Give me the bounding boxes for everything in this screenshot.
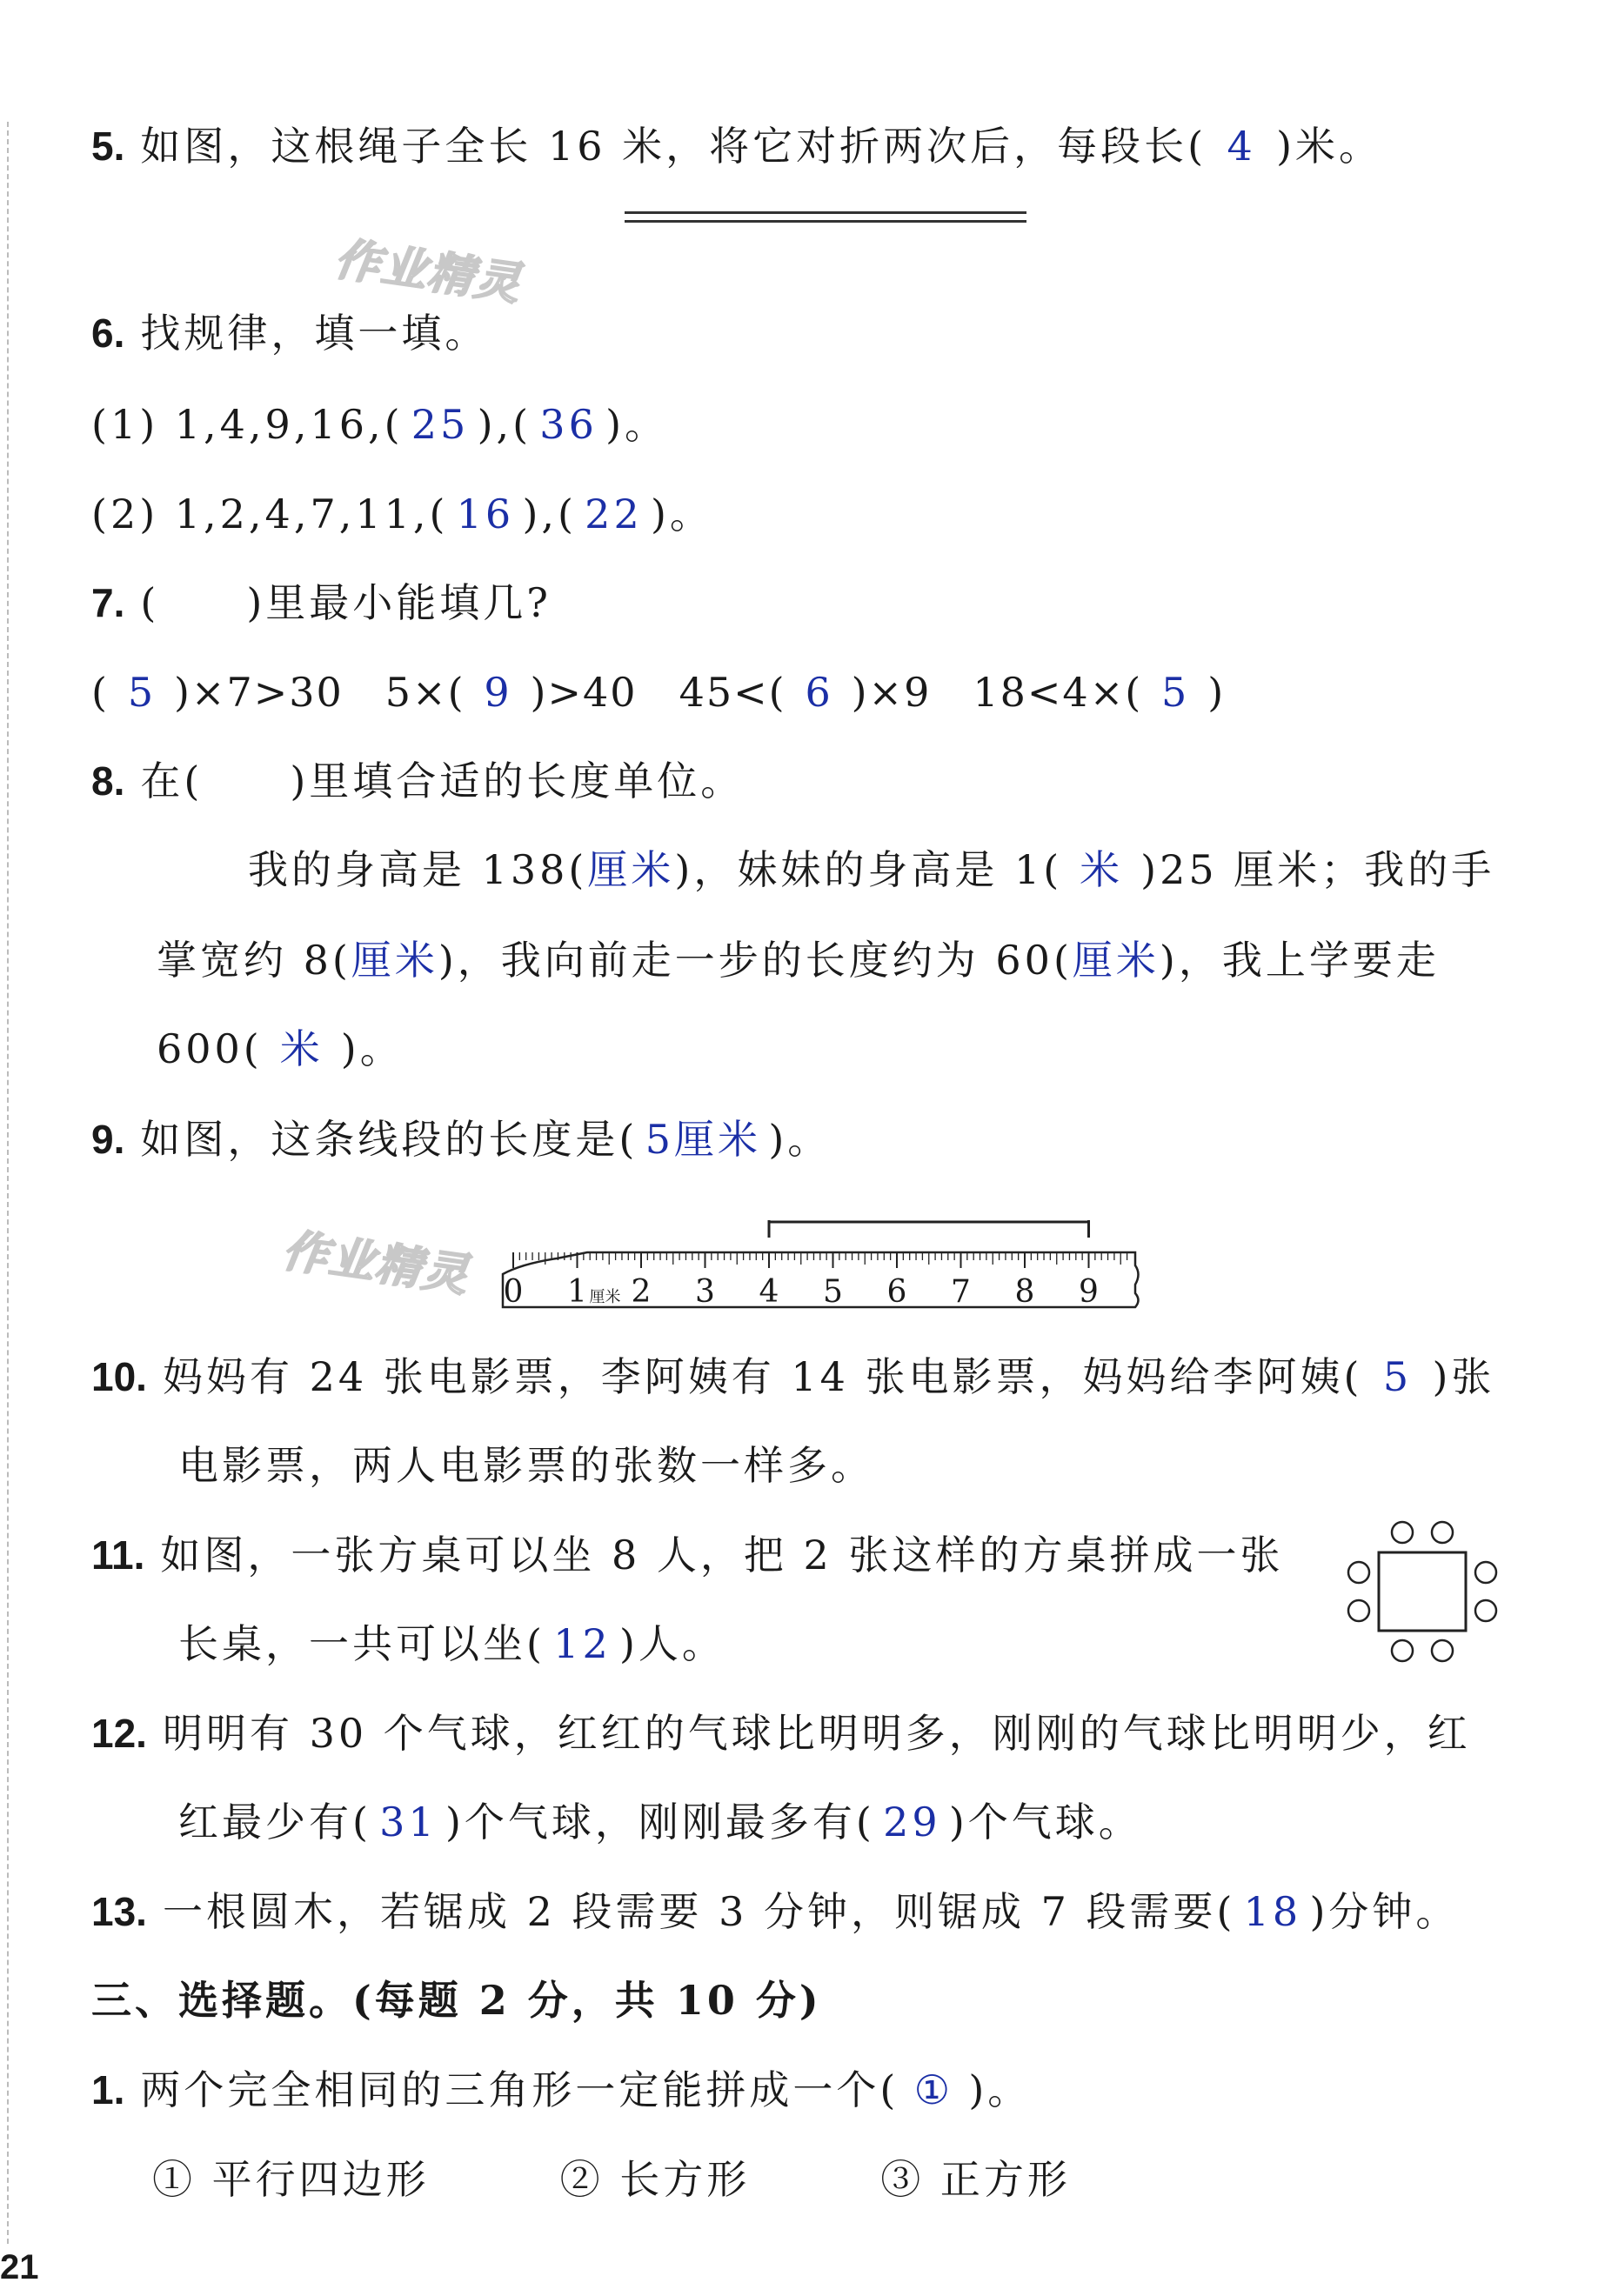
question-text: )。 [340,1025,404,1072]
question-text: 如图，这根绳子全长 16 米，将它对折两次后，每段长( [140,123,1207,170]
watermark: 作业精灵 [331,233,525,311]
question-text: 一根圆木，若锯成 2 段需要 3 分钟，则锯成 7 段需要( [162,1888,1236,1935]
question-8-line-3 [157,1025,404,1073]
question-text: 找规律，填一填。 [140,310,489,357]
question-10-line-2 [178,1441,874,1490]
answer: 29 [883,1799,941,1845]
question-number: 7. [91,580,125,625]
question-8 [91,757,744,805]
question-text: ( )里最小能填几? [140,579,552,626]
question-text: ),( [477,401,532,448]
question-8-line-2 [157,936,1440,984]
question-7-row [91,668,1225,717]
answer: 6 [805,669,832,716]
question-13 [91,1887,1459,1936]
question-10 [91,1352,1494,1401]
question-text: )25 厘米；我的手 [1140,846,1495,893]
ruler-label: 4 [759,1274,779,1310]
answer: 厘米 [1072,937,1160,984]
ruler-figure [487,1213,1148,1318]
question-6 [91,309,488,357]
question-text: (1) 1,4,9,16,( [91,401,404,448]
answer: 36 [539,401,598,448]
answer: 厘米 [351,937,438,984]
page-number: 21 [0,2248,39,2286]
question-text: )个气球，刚刚最多有( [445,1799,875,1845]
ruler-label: 8 [1014,1274,1035,1310]
answer: 16 [456,491,515,537]
question-text: )人。 [618,1620,725,1667]
answer: 9 [484,669,511,716]
question-8-line-1 [248,845,1494,894]
question-number: 13. [91,1889,147,1934]
question-text: )米。 [1276,123,1383,170]
ruler-label: 0 [503,1274,524,1310]
ruler-label: 7 [951,1274,971,1310]
answer: 5 [127,669,156,716]
answer: 25 [411,401,470,448]
question-text: 电影票，两人电影票的张数一样多。 [178,1442,874,1489]
question-9 [91,1115,831,1164]
ruler-label: 3 [695,1274,715,1310]
question-text: ),( [522,491,577,537]
question-number: 12. [91,1711,147,1756]
question-text: )，我向前走一步的长度约为 60( [438,937,1073,984]
question-text: 在( )里填合适的长度单位。 [140,758,745,804]
question-12-line-2 [178,1798,1142,1846]
question-11 [91,1531,1283,1579]
option-1: ① 平行四边形 [152,2156,430,2203]
seat-circle [1432,1522,1453,1543]
answer: 31 [379,1799,438,1845]
question-11-line-2 [178,1619,725,1668]
rope-figure [625,211,1026,223]
question-number: 11. [91,1532,145,1578]
question-text: 掌宽约 8( [157,937,351,984]
question-text: )。 [768,1116,832,1163]
table-square [1379,1552,1466,1631]
answer: 5厘米 [645,1116,761,1163]
question-text: )。 [650,491,713,537]
seat-circle [1475,1600,1496,1621]
section-3-title [91,1976,822,2025]
binding-dash-line [7,122,9,2244]
question-text: )，妹妹的身高是 1( [674,846,1063,893]
question-text: 600( [157,1025,263,1072]
option-2: ② 长方形 [559,2156,751,2203]
question-text: )张 [1432,1353,1495,1400]
watermark: 作业精灵 [279,1225,473,1303]
question-number: 1. [91,2067,125,2112]
answer: 5 [1382,1353,1413,1400]
question-text: 如图，一张方桌可以坐 8 人，把 2 张这样的方桌拼成一张 [160,1532,1284,1578]
question-7 [91,578,552,627]
question-text: )，我上学要走 [1159,937,1440,984]
answer: 米 [279,1025,324,1072]
answer: 12 [553,1620,612,1667]
answer: ① [913,2066,953,2113]
question-text: )分钟。 [1309,1888,1460,1935]
question-text: )>40 45<( [530,669,786,716]
question-number: 5. [91,123,125,169]
question-5 [91,122,1382,170]
question-text: (2) 1,2,4,7,11,( [91,491,449,537]
seat-circle [1392,1522,1413,1543]
seat-circle [1432,1640,1453,1661]
answer: 米 [1080,846,1124,893]
question-text: ( [91,669,109,716]
option-3: ③ 正方形 [880,2156,1071,2203]
question-6-part-1 [91,400,668,449]
question-text: 红最少有( [178,1799,371,1845]
ruler-label: 9 [1079,1274,1099,1310]
question-number: 6. [91,310,125,356]
seat-circle [1475,1562,1496,1583]
question-text: 明明有 30 个气球，红红的气球比明明多，刚刚的气球比明明少，红 [162,1710,1471,1757]
question-text: 如图，这条线段的长度是( [140,1116,639,1163]
seat-circle [1348,1600,1369,1621]
square-table-figure [1340,1513,1505,1670]
ruler-label: 6 [886,1274,907,1310]
question-text: 妈妈有 24 张电影票，李阿姨有 14 张电影票，妈妈给李阿姨( [162,1353,1363,1400]
answer: 18 [1243,1888,1302,1935]
question-12 [91,1709,1471,1758]
section-title: 三、选择题。(每题 2 分，共 10 分) [91,1977,822,2024]
question-text: 长桌，一共可以坐( [178,1620,545,1667]
ruler-label: 5 [823,1274,843,1310]
question-text: 我的身高是 138( [248,846,588,893]
question-6-part-2 [91,490,713,538]
seat-circle [1348,1562,1369,1583]
question-text: )。 [605,401,669,448]
question-text: )×7>30 5×( [173,669,465,716]
question-number: 10. [91,1354,147,1399]
question-number: 9. [91,1117,125,1162]
question-number: 8. [91,758,125,804]
ruler-label: 1 [567,1274,587,1310]
ruler-unit-label: 厘米 [589,1288,621,1306]
answer: 厘米 [587,846,675,893]
answer: 22 [585,491,643,537]
question-text: 两个完全相同的三角形一定能拼成一个( [140,2066,899,2113]
seat-circle [1392,1640,1413,1661]
question-text: )×9 18<4×( [851,669,1143,716]
ruler-label: 2 [631,1274,652,1310]
answer: 4 [1227,123,1256,170]
question-text: )。 [968,2066,1032,2113]
question-text: )个气球。 [948,1799,1142,1845]
section-3-question-1 [91,2066,1031,2114]
choice-options [152,2155,1071,2204]
answer: 5 [1161,669,1189,716]
question-text: ) [1207,669,1226,716]
